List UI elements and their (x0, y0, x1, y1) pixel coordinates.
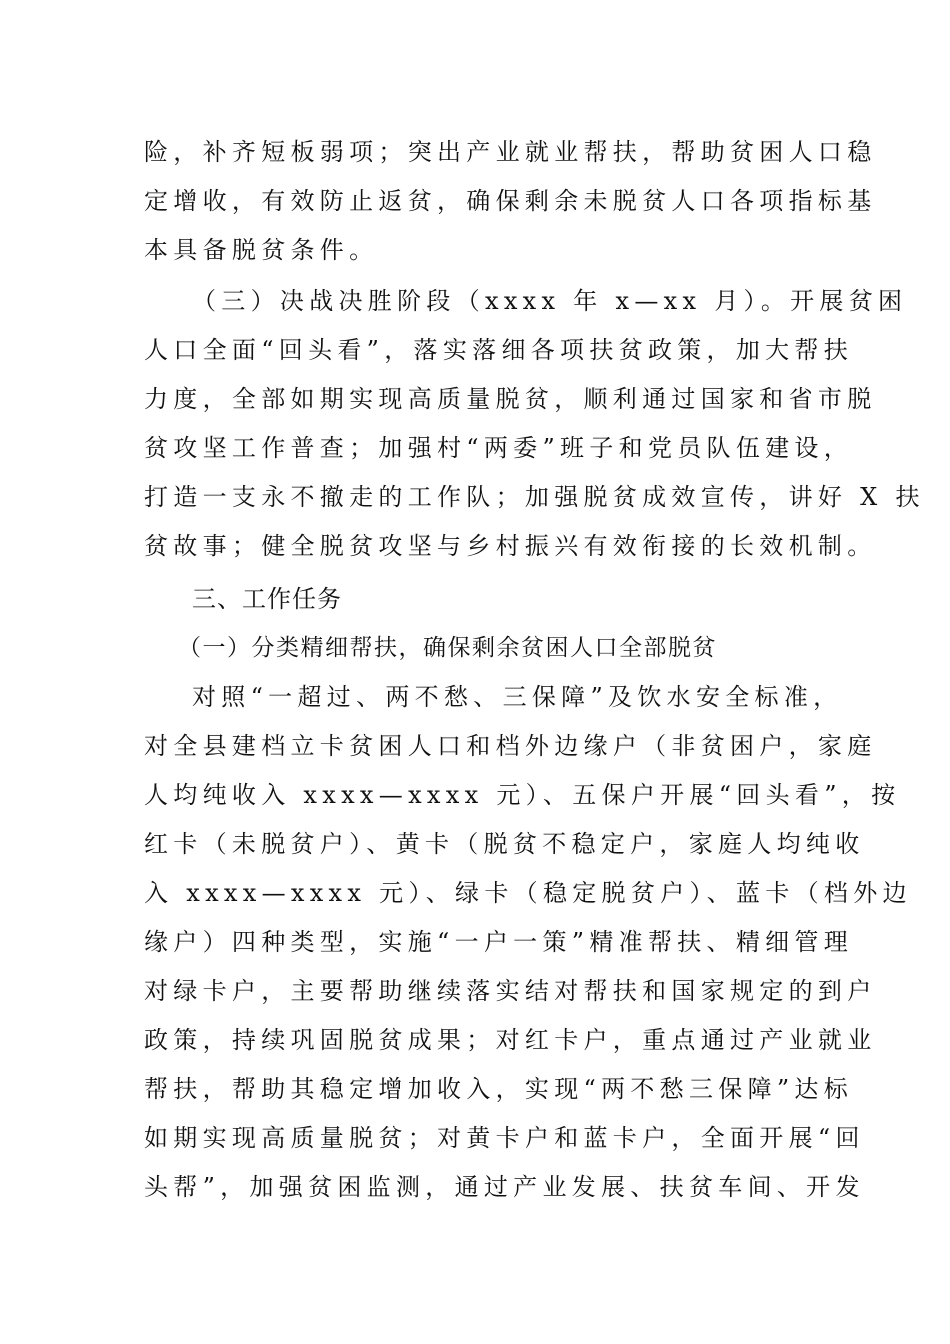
body-text-line: 贫攻坚工作普查；加强村“两委”班子和党员队伍建设， (144, 434, 854, 462)
body-text-line: 帮扶，帮助其稳定增加收入，实现“两不愁三保障”达标 (144, 1075, 854, 1103)
body-text-line: 入 xxxx—xxxx 元）、绿卡（稳定脱贫户）、蓝卡（档外边 (144, 879, 912, 907)
body-text-line: （三）决战决胜阶段（xxxx 年 x—xx 月）。开展贫困 (192, 287, 908, 315)
body-text-line: 力度，全部如期实现高质量脱贫，顺利通过国家和省市脱 (144, 385, 877, 413)
section-heading: 三、工作任务 (192, 585, 342, 613)
body-text-line: 对绿卡户，主要帮助继续落实结对帮扶和国家规定的到户 (144, 977, 877, 1005)
body-text-line: 红卡（未脱贫户）、黄卡（脱贫不稳定户，家庭人均纯收 (144, 830, 865, 858)
body-text-line: 贫故事；健全脱贫攻坚与乡村振兴有效衔接的长效机制。 (144, 532, 877, 560)
body-text-line: 对照“一超过、两不愁、三保障”及饮水安全标准， (192, 683, 843, 711)
body-text-line: 打造一支永不撤走的工作队；加强脱贫成效宣传，讲好 X 扶 (144, 483, 925, 511)
body-text-line: 对全县建档立卡贫困人口和档外边缘户（非贫困户，家庭 (144, 732, 877, 760)
body-text-line: 定增收，有效防止返贫，确保剩余未脱贫人口各项指标基 (144, 187, 877, 215)
body-text-line: 人均纯收入 xxxx—xxxx 元）、五保户开展“回头看”，按 (144, 781, 901, 809)
body-text-line: 人口全面“回头看”，落实落细各项扶贫政策，加大帮扶 (144, 336, 854, 364)
body-text-line: 缘户）四种类型，实施“一户一策”精准帮扶、精细管理 (144, 928, 854, 956)
body-text-line: 头帮”，加强贫困监测，通过产业发展、扶贫车间、开发 (144, 1173, 865, 1201)
body-text-line: 政策，持续巩固脱贫成果；对红卡户，重点通过产业就业 (144, 1026, 877, 1054)
body-text-line: 本具备脱贫条件。 (144, 236, 379, 264)
subsection-heading: （一）分类精细帮扶，确保剩余贫困人口全部脱贫 (178, 635, 717, 661)
body-text-line: 如期实现高质量脱贫；对黄卡户和蓝卡户，全面开展“回 (144, 1124, 865, 1152)
body-text-line: 险，补齐短板弱项；突出产业就业帮扶，帮助贫困人口稳 (144, 138, 877, 166)
